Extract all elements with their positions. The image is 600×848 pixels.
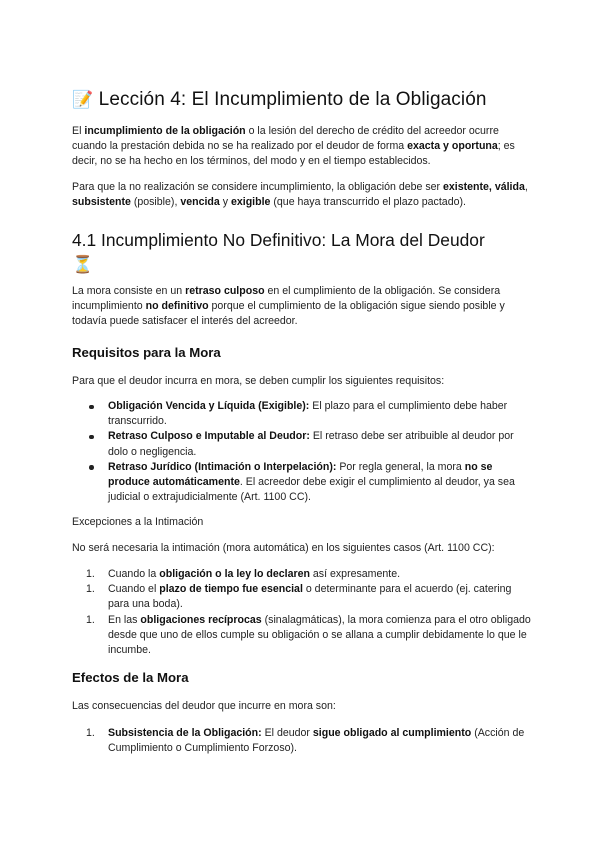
section-title-text: 4.1 Incumplimiento No Definitivo: La Mora del Deudor (72, 230, 485, 250)
list-item (72, 460, 532, 506)
text-run: El retraso debe ser atribuible al deudor por dolo o negligencia. (108, 430, 514, 458)
requisitos-intro-block (72, 374, 528, 389)
text-run: (que haya transcurrido el plazo pactado). (270, 196, 466, 209)
section-4-1-paragraph (72, 284, 528, 330)
list-item (72, 567, 532, 582)
lesson-header (72, 88, 528, 112)
section-4-1-header (72, 228, 528, 277)
bold-run: no se produce automáticamente (108, 460, 493, 489)
text-run: así expresamente. (309, 568, 401, 580)
bold-run: Retraso Jurídico (Intimación o Interpelación): (108, 460, 337, 473)
page-title (72, 88, 528, 112)
text-run: En las (108, 613, 141, 626)
text-run: El (72, 125, 85, 137)
text-run: El deudor (261, 727, 313, 739)
bold-run: vencida (180, 196, 220, 209)
text-run: Cuando el (108, 583, 160, 596)
bold-run: existente, válida (443, 181, 525, 193)
bullet-icon (89, 405, 94, 410)
hourglass-icon: ⏳ (72, 255, 94, 275)
section-title (72, 228, 528, 277)
bold-run: retraso culposo (185, 285, 265, 297)
text-run: porque el cumplimiento de la obligación sigue siendo posible y todavía puede satisfacer el interés del acreedor. (72, 300, 505, 328)
text-run: (Acción de Cumplimiento o Cumplimiento Forzoso). (108, 727, 525, 755)
text-run: (posible), (130, 196, 181, 209)
memo-icon: 📝 (72, 90, 94, 110)
bold-run: Obligación Vencida y Líquida (Exigible): (108, 400, 310, 412)
list-number: 1. (86, 583, 95, 596)
excepciones-list (72, 567, 532, 658)
text-run: (sinalagmáticas), la mora comienza para el otro obligado desde que uno de ellos cumple su obligación o se allana a cumplir debidamente lo que le incumbe. (108, 613, 531, 657)
text-run: en el cumplimiento de la obligación. Se considera incumplimiento (72, 285, 501, 313)
bold-run: Subsistencia de la Obligación: (108, 727, 262, 739)
list-number: 1. (86, 613, 95, 626)
intro-paragraph-1 (72, 124, 528, 170)
text-run: Cuando la (108, 568, 160, 580)
bold-run: incumplimiento de la obligación (84, 125, 246, 137)
list-item (72, 429, 532, 459)
intro-paragraph-2 (72, 180, 528, 210)
excepciones-label-block (72, 515, 528, 530)
bold-run: subsistente (72, 196, 131, 209)
bold-run: sigue obligado al cumplimiento (312, 727, 472, 739)
bold-run: plazo de tiempo fue esencial (159, 583, 303, 596)
excepciones-intro-block (72, 541, 528, 556)
requisitos-list-block (72, 399, 532, 505)
excepciones-label: Excepciones a la Intimación (72, 516, 204, 528)
requisitos-list (72, 399, 532, 505)
bold-run: no definitivo (145, 300, 209, 313)
list-item (72, 613, 532, 659)
text-run: Por regla general, la mora (336, 460, 465, 473)
efectos-intro: Las consecuencias del deudor que incurre en mora son: (72, 700, 336, 712)
text-run: ; es decir, no se ha hecho en los términos, del modo y en el tiempo establecidos. (72, 140, 515, 168)
efectos-intro-block (72, 699, 528, 714)
bold-run: obligación o la ley lo declaren (159, 568, 310, 580)
text-run: Para que la no realización se considere incumplimiento, la obligación debe ser (72, 181, 443, 193)
bold-run: exigible (230, 196, 271, 209)
efectos-list (72, 726, 532, 756)
requisitos-intro: Para que el deudor incurra en mora, se deben cumplir los siguientes requisitos: (72, 375, 445, 387)
bold-run: obligaciones recíprocas (140, 613, 262, 626)
text-run: o la lesión del derecho de crédito del acreedor ocurre cuando la prestación debida no se ha realizado por el deudor de forma (72, 125, 499, 153)
list-item (72, 582, 532, 612)
text-run: , (524, 181, 528, 193)
list-number: 1. (86, 568, 95, 580)
list-item (72, 726, 532, 756)
text-run: La mora consiste en un (72, 285, 186, 297)
efectos-heading-block (72, 669, 528, 687)
excepciones-intro: No será necesaria la intimación (mora automática) en los siguientes casos (Art. 1100 CC): (72, 542, 495, 554)
efectos-list-block (72, 726, 532, 756)
bullet-icon (89, 435, 94, 440)
bold-run: exacta y oportuna (407, 140, 498, 153)
requisitos-heading-block (72, 344, 528, 362)
requisitos-heading: Requisitos para la Mora (72, 345, 221, 360)
page-title-text: Lección 4: El Incumplimiento de la Obligación (98, 89, 487, 110)
text-run: . El acreedor debe exigir el cumplimiento al deudor, ya sea judicial o extrajudicialmente (Art. 1100 CC). (108, 476, 515, 504)
text-run: o determinante para el acuerdo (ej. catering para una boda). (108, 583, 512, 611)
bold-run: Retraso Culposo e Imputable al Deudor: (108, 430, 310, 443)
text-run: y (219, 196, 231, 209)
efectos-heading: Efectos de la Mora (72, 670, 189, 685)
excepciones-list-block (72, 567, 532, 658)
list-number: 1. (86, 727, 95, 739)
text-run: El plazo para el cumplimiento debe haber transcurrido. (108, 400, 508, 428)
list-item (72, 399, 532, 429)
bullet-icon (89, 465, 94, 470)
